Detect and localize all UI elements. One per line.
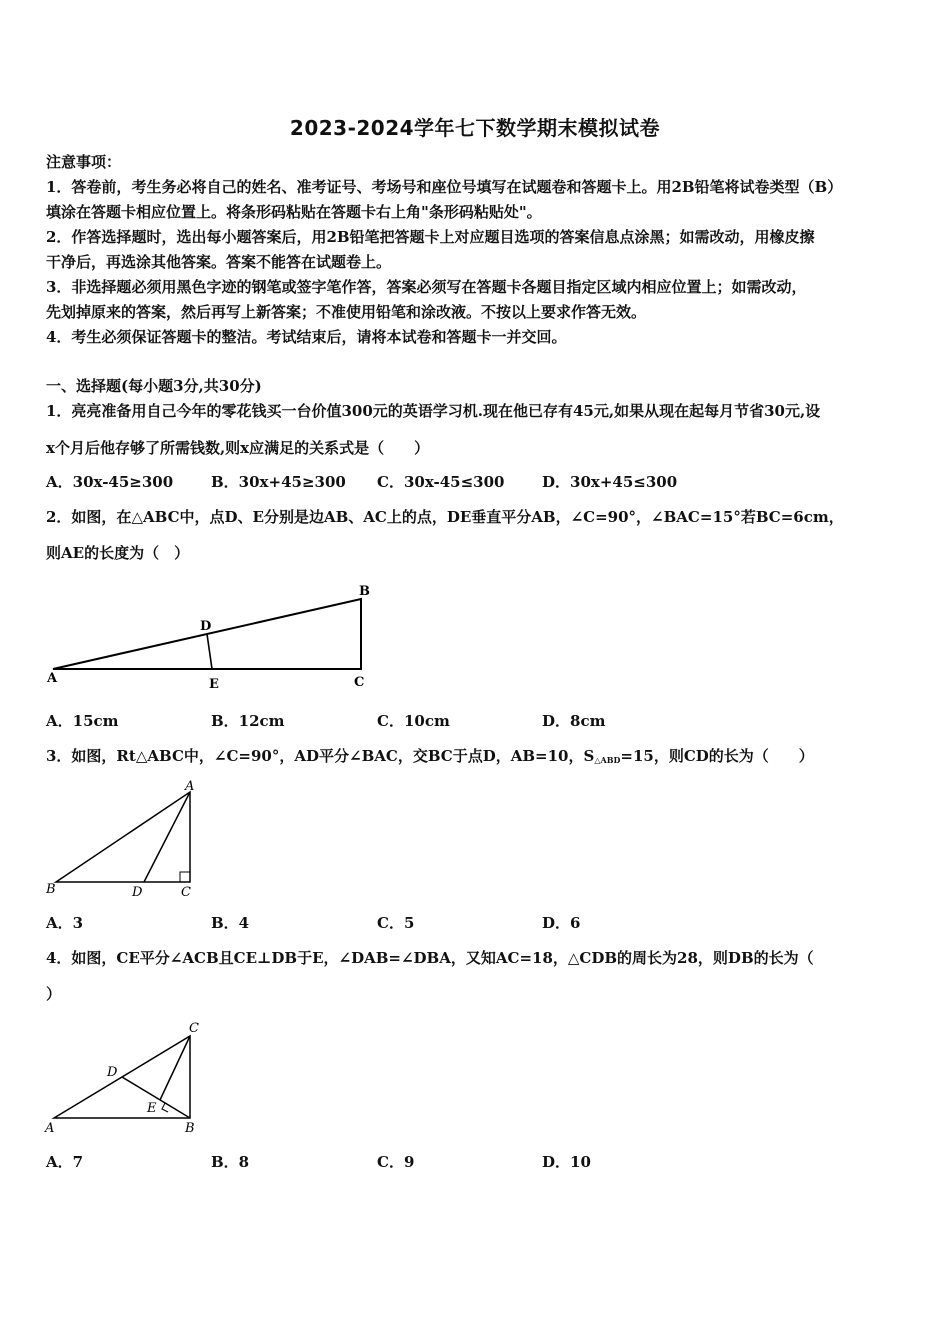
label-e: E bbox=[147, 1101, 157, 1116]
subscript-abd: △ABD bbox=[594, 755, 621, 765]
label-c: C bbox=[189, 1021, 199, 1036]
question-4-text: 4．如图，CE平分∠ACB且CE⊥DB于E，∠DAB=∠DBA，又知AC=18，△CDB的周长为28，则DB的长为（ bbox=[46, 949, 814, 967]
section-heading: 一、选择题(每小题3分,共30分) bbox=[46, 377, 262, 395]
option-a[interactable]: A．30x-45≥300 bbox=[46, 473, 174, 491]
option-c[interactable]: C．9 bbox=[377, 1153, 415, 1171]
label-b: B bbox=[46, 882, 56, 897]
segment-ad bbox=[144, 792, 190, 882]
question-3-figure bbox=[40, 776, 210, 904]
notice-line: 1．答卷前，考生务必将自己的姓名、准考证号、考场号和座位号填写在试题卷和答题卡上。用2B铅笔将试卷类型（B） bbox=[46, 178, 843, 196]
option-d[interactable]: D．8cm bbox=[542, 712, 606, 730]
label-e: E bbox=[209, 677, 219, 692]
question-2-text: 则AE的长度为（ ） bbox=[46, 544, 190, 562]
option-a[interactable]: A．7 bbox=[46, 1153, 84, 1171]
option-b[interactable]: B．30x+45≥300 bbox=[211, 473, 346, 491]
notice-line: 填涂在答题卡相应位置上。将条形码粘贴在答题卡右上角"条形码粘贴处"。 bbox=[46, 203, 542, 221]
notice-line: 干净后，再选涂其他答案。答案不能答在试题卷上。 bbox=[46, 253, 392, 271]
option-d[interactable]: D．6 bbox=[542, 914, 581, 932]
question-2-figure bbox=[40, 578, 380, 696]
question-4-figure bbox=[40, 1018, 210, 1140]
option-a[interactable]: A．15cm bbox=[46, 712, 119, 730]
notice-line: 2．作答选择题时，选出每小题答案后，用2B铅笔把答题卡上对应题目选项的答案信息点涂黑；如需改动，用橡皮擦 bbox=[46, 228, 815, 246]
option-d[interactable]: D．10 bbox=[542, 1153, 591, 1171]
label-d: D bbox=[132, 885, 143, 900]
question-1-text: x个月后他存够了所需钱数,则x应满足的关系式是（ ） bbox=[46, 439, 430, 457]
label-c: C bbox=[354, 675, 365, 690]
label-d: D bbox=[200, 619, 212, 634]
option-d[interactable]: D．30x+45≤300 bbox=[542, 473, 678, 491]
option-c[interactable]: C．10cm bbox=[377, 712, 450, 730]
label-a: A bbox=[185, 779, 195, 794]
option-c[interactable]: C．5 bbox=[377, 914, 415, 932]
question-3-text: 3．如图，Rt△ABC中，∠C=90°，AD平分∠BAC，交BC于点D，AB=10，$S_{\triangle ABD}=15$，则CD的长为（ ） bbox=[46, 747, 814, 765]
option-c[interactable]: C．30x-45≤300 bbox=[377, 473, 505, 491]
notice-heading: 注意事项： bbox=[46, 153, 122, 171]
segment-de bbox=[207, 634, 212, 669]
option-b[interactable]: B．8 bbox=[211, 1153, 250, 1171]
label-b: B bbox=[359, 584, 370, 599]
triangle-abc bbox=[56, 792, 190, 882]
question-1-text: 1．亮亮准备用自己今年的零花钱买一台价值300元的英语学习机.现在他已存有45元,如果从现在起每月节省30元,设 bbox=[46, 402, 821, 420]
option-b[interactable]: B．4 bbox=[211, 914, 250, 932]
label-d: D bbox=[107, 1065, 118, 1080]
right-angle-mark bbox=[180, 872, 190, 882]
question-2-text: 2．如图，在△ABC中，点D、E分别是边AB、AC上的点，DE垂直平分AB，∠C=90°，∠BAC=15°若BC=6cm， bbox=[46, 508, 844, 526]
notice-line: 先划掉原来的答案，然后再写上新答案；不准使用铅笔和涂改液。不按以上要求作答无效。 bbox=[46, 303, 647, 321]
notice-line: 3．非选择题必须用黑色字迹的钢笔或签字笔作答，答案必须写在答题卡各题目指定区域内相应位置上；如需改动， bbox=[46, 278, 807, 296]
option-a[interactable]: A．3 bbox=[46, 914, 84, 932]
question-4-text: ） bbox=[46, 985, 62, 1003]
page-title: 2023-2024学年七下数学期末模拟试卷 bbox=[289, 116, 661, 140]
notice-line: 4．考生必须保证答题卡的整洁。考试结束后，请将本试卷和答题卡一并交回。 bbox=[46, 328, 567, 346]
label-b: B bbox=[185, 1121, 195, 1136]
label-a: A bbox=[45, 1121, 55, 1136]
label-c: C bbox=[181, 885, 191, 900]
option-b[interactable]: B．12cm bbox=[211, 712, 285, 730]
label-a: A bbox=[47, 671, 58, 686]
